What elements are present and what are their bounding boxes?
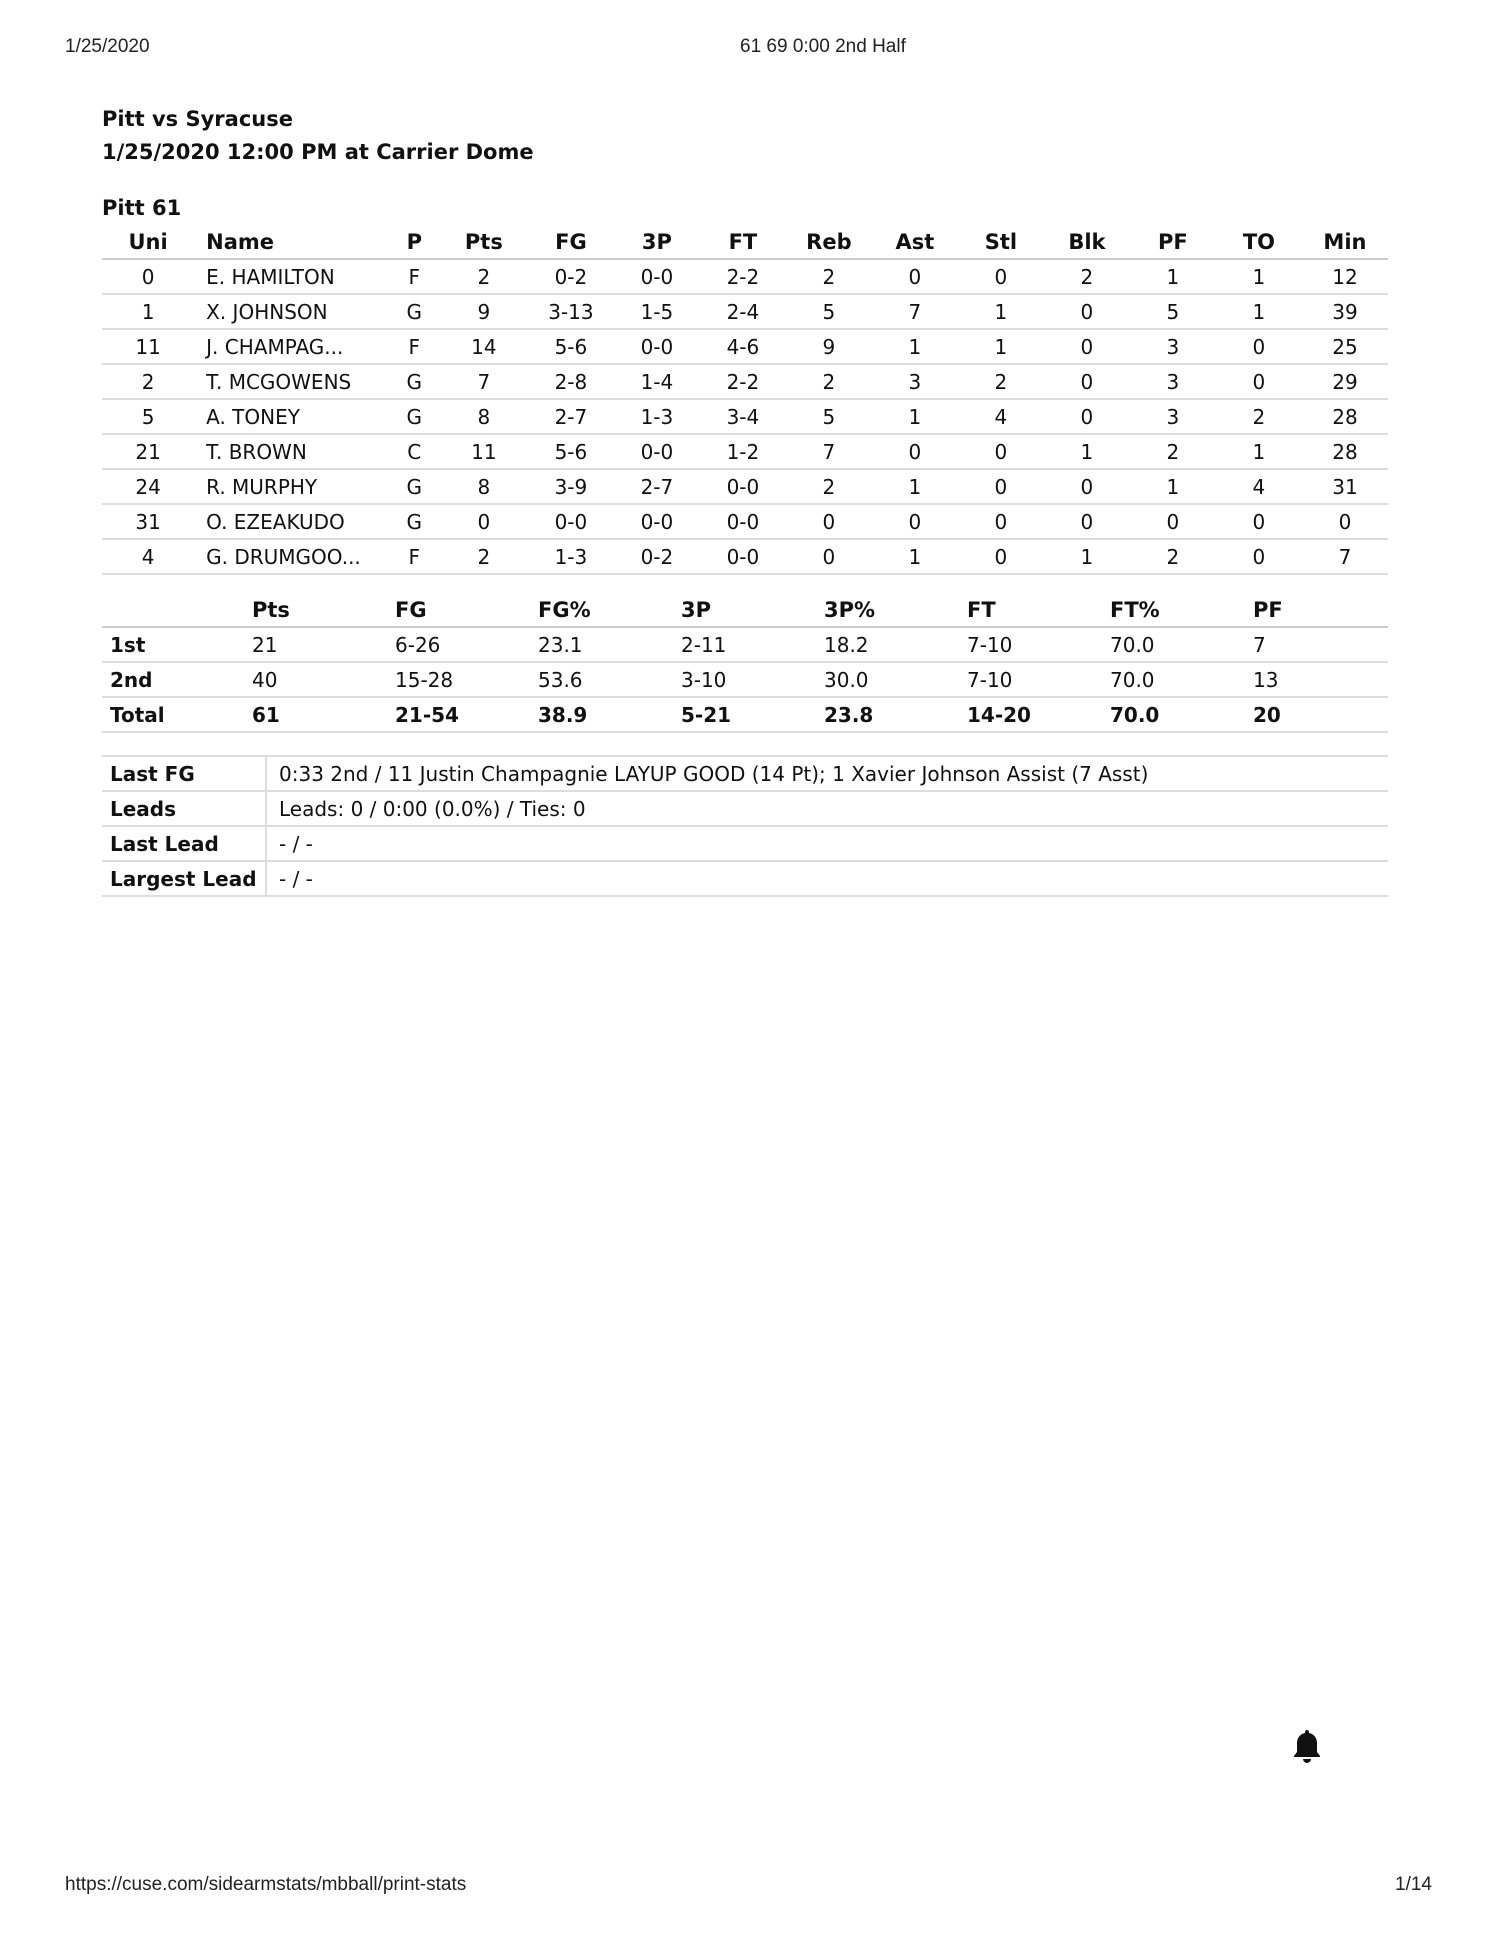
player-row — [102, 469, 1388, 504]
player-p-cell: F — [389, 259, 440, 294]
totals-header-3p: 3P — [681, 593, 824, 627]
player-min-cell: 12 — [1302, 259, 1388, 294]
player-uni-cell: 5 — [102, 399, 194, 434]
player-to-cell: 1 — [1216, 259, 1302, 294]
column-header-to: TO — [1216, 225, 1302, 259]
player-ast-cell: 3 — [872, 364, 958, 399]
player-reb-cell: 5 — [786, 294, 872, 329]
column-header-3p: 3P — [614, 225, 700, 259]
player-to-cell: 1 — [1216, 434, 1302, 469]
totals-cell: 40 — [252, 662, 395, 697]
player-row — [102, 329, 1388, 364]
column-header-pts: Pts — [440, 225, 528, 259]
player-pts-cell: 9 — [440, 294, 528, 329]
player-ft-cell: 4-6 — [700, 329, 786, 364]
column-header-pf: PF — [1130, 225, 1216, 259]
totals-cell: 23.8 — [824, 697, 967, 732]
player-to-cell: 0 — [1216, 329, 1302, 364]
totals-cell: 2-11 — [681, 627, 824, 662]
info-label: Largest Lead — [102, 861, 266, 896]
totals-header-pts: Pts — [252, 593, 395, 627]
player-blk-cell: 0 — [1044, 469, 1130, 504]
totals-cell: 23.1 — [538, 627, 681, 662]
player-name-cell: G. DRUMGOO... — [194, 539, 389, 574]
player-p-cell: G — [389, 294, 440, 329]
player-stl-cell: 0 — [958, 469, 1044, 504]
player-box-score-table — [102, 225, 1388, 575]
player-fg-cell: 0-0 — [528, 504, 614, 539]
player-reb-cell: 7 — [786, 434, 872, 469]
info-row — [102, 861, 1388, 896]
player-blk-cell: 0 — [1044, 329, 1130, 364]
info-value: - / - — [266, 861, 1388, 896]
player-to-cell: 0 — [1216, 364, 1302, 399]
player-blk-cell: 1 — [1044, 434, 1130, 469]
player-ft-cell: 0-0 — [700, 504, 786, 539]
totals-row — [102, 662, 1388, 697]
player-pf-cell: 1 — [1130, 259, 1216, 294]
player-row — [102, 504, 1388, 539]
player-pf-cell: 0 — [1130, 504, 1216, 539]
player-ast-cell: 0 — [872, 259, 958, 294]
totals-header-period — [102, 593, 252, 627]
player-ft-cell: 0-0 — [700, 539, 786, 574]
player-pts-cell: 2 — [440, 259, 528, 294]
player-blk-cell: 0 — [1044, 294, 1130, 329]
column-header-stl: Stl — [958, 225, 1044, 259]
column-header-p: P — [389, 225, 440, 259]
player-3p-cell: 0-0 — [614, 329, 700, 364]
totals-cell: 15-28 — [395, 662, 538, 697]
player-pf-cell: 1 — [1130, 469, 1216, 504]
stats-content — [102, 103, 1388, 897]
print-score-line: 61 69 0:00 2nd Half — [740, 36, 906, 57]
player-to-cell: 0 — [1216, 539, 1302, 574]
player-name-cell: O. EZEAKUDO — [194, 504, 389, 539]
totals-cell: 7 — [1253, 627, 1388, 662]
player-3p-cell: 0-2 — [614, 539, 700, 574]
player-stl-cell: 0 — [958, 434, 1044, 469]
player-row — [102, 434, 1388, 469]
player-reb-cell: 2 — [786, 259, 872, 294]
player-ast-cell: 1 — [872, 469, 958, 504]
player-3p-cell: 0-0 — [614, 259, 700, 294]
player-ft-cell: 0-0 — [700, 469, 786, 504]
totals-cell: 70.0 — [1110, 627, 1253, 662]
player-min-cell: 25 — [1302, 329, 1388, 364]
player-name-cell: T. BROWN — [194, 434, 389, 469]
box-score-header-row — [102, 225, 1388, 259]
page-number: 1/14 — [1395, 1874, 1432, 1895]
player-reb-cell: 0 — [786, 539, 872, 574]
player-pts-cell: 8 — [440, 469, 528, 504]
player-pf-cell: 3 — [1130, 364, 1216, 399]
totals-header-fg-pct: FG% — [538, 593, 681, 627]
player-stl-cell: 4 — [958, 399, 1044, 434]
player-min-cell: 7 — [1302, 539, 1388, 574]
totals-header-row — [102, 593, 1388, 627]
player-pts-cell: 14 — [440, 329, 528, 364]
player-row — [102, 259, 1388, 294]
team-totals-table — [102, 593, 1388, 733]
period-label: 1st — [102, 627, 252, 662]
player-name-cell: A. TONEY — [194, 399, 389, 434]
player-p-cell: G — [389, 399, 440, 434]
info-value: 0:33 2nd / 11 Justin Champagnie LAYUP GOOD (14 Pt); 1 Xavier Johnson Assist (7 Asst) — [266, 756, 1388, 791]
player-name-cell: E. HAMILTON — [194, 259, 389, 294]
totals-cell: 5-21 — [681, 697, 824, 732]
column-header-reb: Reb — [786, 225, 872, 259]
totals-cell: 30.0 — [824, 662, 967, 697]
player-fg-cell: 2-7 — [528, 399, 614, 434]
bell-icon[interactable] — [1291, 1728, 1323, 1764]
totals-cell: 18.2 — [824, 627, 967, 662]
player-blk-cell: 2 — [1044, 259, 1130, 294]
totals-cell: 70.0 — [1110, 662, 1253, 697]
player-stl-cell: 0 — [958, 259, 1044, 294]
totals-cell: 13 — [1253, 662, 1388, 697]
totals-cell: 14-20 — [967, 697, 1110, 732]
player-uni-cell: 31 — [102, 504, 194, 539]
player-pts-cell: 2 — [440, 539, 528, 574]
player-pf-cell: 2 — [1130, 434, 1216, 469]
player-reb-cell: 9 — [786, 329, 872, 364]
totals-cell: 21-54 — [395, 697, 538, 732]
player-min-cell: 28 — [1302, 434, 1388, 469]
player-min-cell: 29 — [1302, 364, 1388, 399]
player-reb-cell: 2 — [786, 364, 872, 399]
player-name-cell: R. MURPHY — [194, 469, 389, 504]
player-p-cell: C — [389, 434, 440, 469]
player-reb-cell: 5 — [786, 399, 872, 434]
player-to-cell: 0 — [1216, 504, 1302, 539]
column-header-name: Name — [194, 225, 389, 259]
totals-cell: 61 — [252, 697, 395, 732]
totals-cell: 6-26 — [395, 627, 538, 662]
totals-cell: 3-10 — [681, 662, 824, 697]
player-p-cell: F — [389, 539, 440, 574]
totals-cell: 21 — [252, 627, 395, 662]
player-stl-cell: 2 — [958, 364, 1044, 399]
player-min-cell: 0 — [1302, 504, 1388, 539]
player-3p-cell: 2-7 — [614, 469, 700, 504]
player-pf-cell: 3 — [1130, 399, 1216, 434]
player-ast-cell: 1 — [872, 539, 958, 574]
player-3p-cell: 1-4 — [614, 364, 700, 399]
game-info-table — [102, 755, 1388, 897]
player-pf-cell: 5 — [1130, 294, 1216, 329]
player-min-cell: 31 — [1302, 469, 1388, 504]
player-row — [102, 364, 1388, 399]
player-min-cell: 39 — [1302, 294, 1388, 329]
player-ft-cell: 3-4 — [700, 399, 786, 434]
player-uni-cell: 2 — [102, 364, 194, 399]
player-fg-cell: 0-2 — [528, 259, 614, 294]
player-ast-cell: 1 — [872, 329, 958, 364]
player-3p-cell: 1-5 — [614, 294, 700, 329]
column-header-uni: Uni — [102, 225, 194, 259]
player-pf-cell: 3 — [1130, 329, 1216, 364]
player-ft-cell: 2-4 — [700, 294, 786, 329]
totals-cell: 7-10 — [967, 662, 1110, 697]
player-reb-cell: 2 — [786, 469, 872, 504]
player-stl-cell: 0 — [958, 539, 1044, 574]
info-row — [102, 826, 1388, 861]
player-fg-cell: 2-8 — [528, 364, 614, 399]
player-name-cell: T. MCGOWENS — [194, 364, 389, 399]
player-p-cell: G — [389, 469, 440, 504]
player-to-cell: 4 — [1216, 469, 1302, 504]
matchup-title: Pitt vs Syracuse — [102, 107, 293, 131]
info-row — [102, 756, 1388, 791]
column-header-ast: Ast — [872, 225, 958, 259]
info-label: Leads — [102, 791, 266, 826]
totals-row — [102, 697, 1388, 732]
player-stl-cell: 1 — [958, 329, 1044, 364]
column-header-min: Min — [1302, 225, 1388, 259]
totals-header-ft-pct: FT% — [1110, 593, 1253, 627]
player-name-cell: J. CHAMPAG... — [194, 329, 389, 364]
player-uni-cell: 11 — [102, 329, 194, 364]
player-ft-cell: 2-2 — [700, 364, 786, 399]
totals-header-pf: PF — [1253, 593, 1388, 627]
player-pts-cell: 11 — [440, 434, 528, 469]
player-fg-cell: 5-6 — [528, 434, 614, 469]
player-ft-cell: 1-2 — [700, 434, 786, 469]
player-row — [102, 294, 1388, 329]
player-blk-cell: 0 — [1044, 504, 1130, 539]
team-heading: Pitt 61 — [102, 196, 182, 220]
totals-header-ft: FT — [967, 593, 1110, 627]
column-header-ft: FT — [700, 225, 786, 259]
player-uni-cell: 1 — [102, 294, 194, 329]
player-fg-cell: 3-9 — [528, 469, 614, 504]
player-fg-cell: 1-3 — [528, 539, 614, 574]
game-datetime-location: 1/25/2020 12:00 PM at Carrier Dome — [102, 140, 534, 164]
player-ast-cell: 0 — [872, 504, 958, 539]
info-label: Last Lead — [102, 826, 266, 861]
player-pf-cell: 2 — [1130, 539, 1216, 574]
totals-cell: 70.0 — [1110, 697, 1253, 732]
info-value: - / - — [266, 826, 1388, 861]
totals-cell: 53.6 — [538, 662, 681, 697]
player-uni-cell: 21 — [102, 434, 194, 469]
totals-cell: 38.9 — [538, 697, 681, 732]
totals-row — [102, 627, 1388, 662]
player-pts-cell: 7 — [440, 364, 528, 399]
print-date: 1/25/2020 — [65, 36, 150, 57]
player-to-cell: 2 — [1216, 399, 1302, 434]
player-uni-cell: 24 — [102, 469, 194, 504]
player-pts-cell: 0 — [440, 504, 528, 539]
player-p-cell: F — [389, 329, 440, 364]
period-label: 2nd — [102, 662, 252, 697]
player-p-cell: G — [389, 504, 440, 539]
player-ast-cell: 7 — [872, 294, 958, 329]
player-reb-cell: 0 — [786, 504, 872, 539]
column-header-fg: FG — [528, 225, 614, 259]
totals-header-fg: FG — [395, 593, 538, 627]
totals-cell: 20 — [1253, 697, 1388, 732]
totals-header-3p-pct: 3P% — [824, 593, 967, 627]
column-header-blk: Blk — [1044, 225, 1130, 259]
player-3p-cell: 1-3 — [614, 399, 700, 434]
player-pts-cell: 8 — [440, 399, 528, 434]
player-blk-cell: 1 — [1044, 539, 1130, 574]
player-ast-cell: 1 — [872, 399, 958, 434]
info-row — [102, 791, 1388, 826]
player-uni-cell: 0 — [102, 259, 194, 294]
player-stl-cell: 1 — [958, 294, 1044, 329]
player-row — [102, 539, 1388, 574]
player-ft-cell: 2-2 — [700, 259, 786, 294]
player-3p-cell: 0-0 — [614, 434, 700, 469]
player-stl-cell: 0 — [958, 504, 1044, 539]
info-label: Last FG — [102, 756, 266, 791]
totals-cell: 7-10 — [967, 627, 1110, 662]
player-name-cell: X. JOHNSON — [194, 294, 389, 329]
player-row — [102, 399, 1388, 434]
info-value: Leads: 0 / 0:00 (0.0%) / Ties: 0 — [266, 791, 1388, 826]
player-blk-cell: 0 — [1044, 364, 1130, 399]
player-ast-cell: 0 — [872, 434, 958, 469]
player-fg-cell: 5-6 — [528, 329, 614, 364]
page-url: https://cuse.com/sidearmstats/mbball/print-stats — [65, 1874, 467, 1895]
player-uni-cell: 4 — [102, 539, 194, 574]
player-to-cell: 1 — [1216, 294, 1302, 329]
player-fg-cell: 3-13 — [528, 294, 614, 329]
player-blk-cell: 0 — [1044, 399, 1130, 434]
period-label: Total — [102, 697, 252, 732]
player-p-cell: G — [389, 364, 440, 399]
player-min-cell: 28 — [1302, 399, 1388, 434]
player-3p-cell: 0-0 — [614, 504, 700, 539]
